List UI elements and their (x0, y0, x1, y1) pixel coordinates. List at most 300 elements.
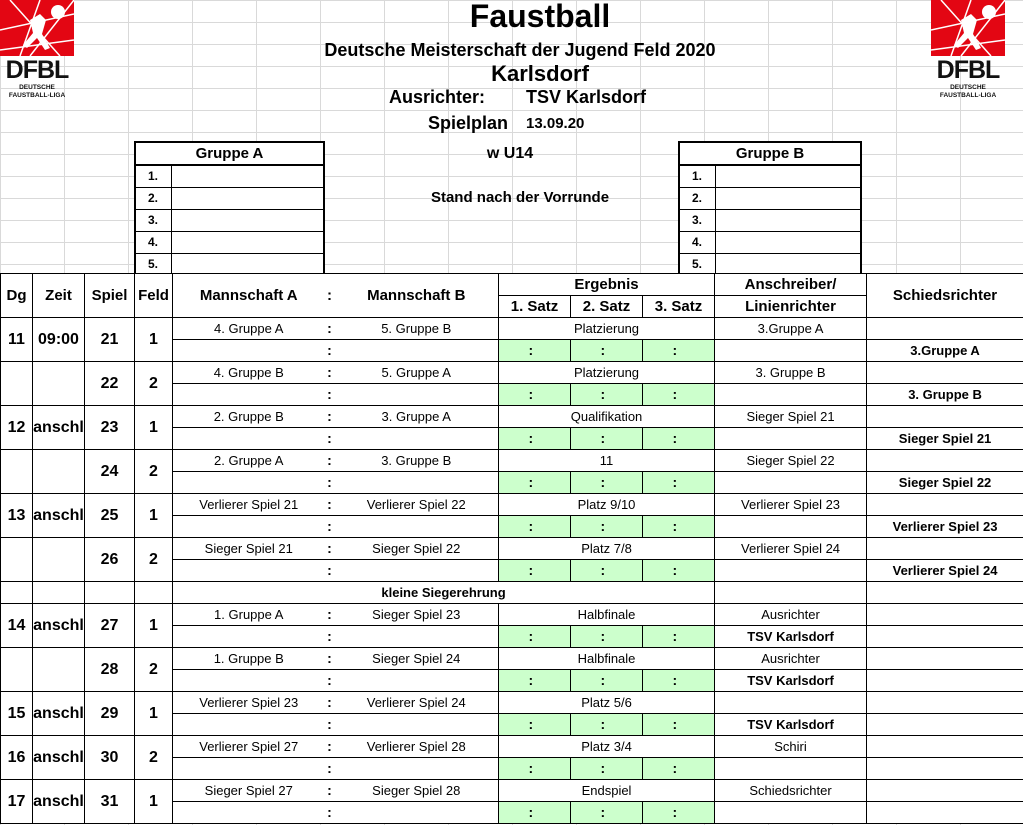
group-a-row (136, 232, 323, 254)
team-a-entry[interactable] (173, 714, 325, 736)
team-a-entry[interactable] (173, 340, 325, 362)
vs-colon: : (325, 406, 335, 428)
set-score-colon[interactable]: : (601, 516, 643, 538)
team-cell[interactable] (172, 210, 323, 231)
set-score-colon[interactable]: : (529, 340, 571, 362)
result-note: Platzierung (499, 362, 715, 384)
zeit-cell: anschl (33, 692, 85, 736)
header-satz3: 3. Satz (643, 296, 715, 318)
anschreiber-cell (715, 692, 867, 714)
rank: 4. (680, 232, 716, 253)
schedule-body (1, 318, 1023, 824)
feld-cell: 1 (135, 604, 173, 648)
vs-colon: : (325, 626, 335, 648)
spiel-cell: 28 (85, 648, 135, 692)
team-b-entry[interactable] (335, 472, 499, 494)
set-score-colon[interactable]: : (529, 714, 571, 736)
set-score-colon[interactable]: : (673, 714, 715, 736)
feld-cell: 1 (135, 318, 173, 362)
dg-cell (1, 450, 33, 494)
feld-cell: 1 (135, 780, 173, 824)
set-score-colon[interactable]: : (529, 560, 571, 582)
group-a-row (136, 188, 323, 210)
schiri-name-cell: Sieger Spiel 22 (867, 472, 1023, 494)
anschreiber-cell: Schiri (715, 736, 867, 758)
set-score-input[interactable] (499, 428, 529, 450)
team-a-entry[interactable] (173, 560, 325, 582)
group-b-row (680, 166, 860, 188)
dfbl-logo-right (931, 0, 1005, 98)
set-score-input[interactable] (643, 758, 673, 780)
set-score-input[interactable] (499, 472, 529, 494)
set-score-input[interactable] (643, 472, 673, 494)
group-b-box (678, 141, 862, 277)
header-dg: Dg (1, 274, 33, 318)
team-a-entry[interactable] (173, 428, 325, 450)
set-score-input[interactable] (571, 516, 601, 538)
zeit-cell: anschl (33, 604, 85, 648)
schiri-name-cell: Verlierer Spiel 23 (867, 516, 1023, 538)
header-satz1: 1. Satz (499, 296, 571, 318)
schiri-cell[interactable] (867, 780, 1023, 802)
team-a-entry[interactable] (173, 802, 325, 824)
set-score-colon[interactable]: : (673, 472, 715, 494)
dfbl-logo-graphic (931, 0, 1005, 56)
set-score-input[interactable] (643, 626, 673, 648)
team-a-entry[interactable] (173, 626, 325, 648)
result-note: Platzierung (499, 318, 715, 340)
result-note: Halbfinale (499, 604, 715, 626)
team-b-entry[interactable] (335, 516, 499, 538)
set-score-colon[interactable]: : (601, 802, 643, 824)
zeit-cell (33, 450, 85, 494)
set-score-colon[interactable]: : (529, 428, 571, 450)
ceremony-label: kleine Siegerehrung (173, 582, 715, 604)
team-b-entry[interactable] (335, 340, 499, 362)
team-b-cell: Verlierer Spiel 24 (335, 692, 499, 714)
set-score-input[interactable] (643, 560, 673, 582)
team-a-cell: Verlierer Spiel 23 (173, 692, 325, 714)
group-b-row (680, 232, 860, 254)
empty-cell (135, 582, 173, 604)
empty-cell (33, 582, 85, 604)
rank: 3. (136, 210, 172, 231)
anschreiber-2-cell (715, 758, 867, 780)
anschreiber-2-cell: TSV Karlsdorf (715, 714, 867, 736)
set-score-input[interactable] (643, 802, 673, 824)
header-zeit: Zeit (33, 274, 85, 318)
match-row (1, 692, 1023, 714)
category: w U14 (486, 145, 534, 162)
set-score-input[interactable] (643, 670, 673, 692)
result-note: 11 (499, 450, 715, 472)
spiel-cell: 25 (85, 494, 135, 538)
feld-cell: 2 (135, 538, 173, 582)
rank: 5. (680, 254, 716, 275)
team-a-cell: 1. Gruppe B (173, 648, 325, 670)
set-score-input[interactable] (643, 384, 673, 406)
schiri-cell[interactable] (867, 736, 1023, 758)
feld-cell: 2 (135, 362, 173, 406)
team-cell[interactable] (716, 166, 860, 187)
team-cell[interactable] (172, 188, 323, 209)
feld-cell: 2 (135, 736, 173, 780)
team-b-cell: Sieger Spiel 24 (335, 648, 499, 670)
result-note: Platz 5/6 (499, 692, 715, 714)
organizer-label: Ausrichter: (389, 87, 486, 107)
vs-colon: : (325, 516, 335, 538)
empty-cell (1, 582, 33, 604)
schiri-name-cell: 3. Gruppe B (867, 384, 1023, 406)
result-note: Qualifikation (499, 406, 715, 428)
set-score-input[interactable] (499, 516, 529, 538)
set-score-input[interactable] (571, 714, 601, 736)
zeit-cell: anschl (33, 406, 85, 450)
team-cell[interactable] (716, 232, 860, 253)
dfbl-logo-left (0, 0, 74, 98)
zeit-cell: anschl (33, 736, 85, 780)
spiel-cell: 29 (85, 692, 135, 736)
group-a-row (136, 166, 323, 188)
ceremony-row (1, 582, 1023, 604)
feld-cell: 1 (135, 692, 173, 736)
dfbl-logo-text: DFBL (936, 56, 1000, 84)
team-a-entry[interactable] (173, 758, 325, 780)
set-score-input[interactable] (499, 340, 529, 362)
match-row (1, 538, 1023, 560)
rank: 1. (680, 166, 716, 187)
team-a-cell: 4. Gruppe A (173, 318, 325, 340)
team-b-entry[interactable] (335, 428, 499, 450)
set-score-colon[interactable]: : (673, 626, 715, 648)
dg-cell: 11 (1, 318, 33, 362)
dg-cell: 13 (1, 494, 33, 538)
schiri-cell[interactable] (867, 318, 1023, 340)
dg-cell: 14 (1, 604, 33, 648)
team-b-cell: Sieger Spiel 22 (335, 538, 499, 560)
anschreiber-2-cell (715, 516, 867, 538)
vs-colon: : (325, 604, 335, 626)
set-score-input[interactable] (643, 516, 673, 538)
team-b-entry[interactable] (335, 802, 499, 824)
anschreiber-cell: Ausrichter (715, 648, 867, 670)
vs-colon: : (325, 340, 335, 362)
vs-colon: : (325, 758, 335, 780)
team-b-cell: 3. Gruppe B (335, 450, 499, 472)
set-score-colon[interactable]: : (673, 428, 715, 450)
set-score-colon[interactable]: : (601, 626, 643, 648)
match-row (1, 604, 1023, 626)
rank: 2. (136, 188, 172, 209)
dg-cell: 12 (1, 406, 33, 450)
set-score-input[interactable] (571, 428, 601, 450)
team-b-cell: 3. Gruppe A (335, 406, 499, 428)
team-a-cell: 2. Gruppe A (173, 450, 325, 472)
schiri-cell[interactable] (867, 538, 1023, 560)
set-score-colon[interactable]: : (673, 384, 715, 406)
schiri-cell[interactable] (867, 494, 1023, 516)
header-linienrichter: Linienrichter (715, 296, 867, 318)
group-a-title: Gruppe A (136, 143, 323, 166)
location: Karlsdorf (491, 61, 589, 86)
dfbl-logo-text: DFBL (5, 56, 69, 84)
set-score-input[interactable] (499, 384, 529, 406)
rank: 1. (136, 166, 172, 187)
empty-cell (867, 582, 1023, 604)
schiri-cell[interactable] (867, 692, 1023, 714)
team-a-entry[interactable] (173, 670, 325, 692)
vs-colon: : (325, 450, 335, 472)
zeit-cell (33, 538, 85, 582)
schiri-name-cell (867, 758, 1023, 780)
zeit-cell (33, 362, 85, 406)
team-a-cell: 1. Gruppe A (173, 604, 325, 626)
team-cell[interactable] (172, 166, 323, 187)
team-b-cell: Verlierer Spiel 28 (335, 736, 499, 758)
vs-colon: : (325, 538, 335, 560)
team-b-entry[interactable] (335, 670, 499, 692)
team-a-entry[interactable] (173, 384, 325, 406)
match-row (1, 362, 1023, 384)
spiel-cell: 31 (85, 780, 135, 824)
set-score-colon[interactable]: : (673, 758, 715, 780)
rank: 3. (680, 210, 716, 231)
organizer-value: TSV Karlsdorf (526, 87, 647, 107)
set-score-colon[interactable]: : (673, 670, 715, 692)
set-score-colon[interactable]: : (601, 670, 643, 692)
team-a-cell: Sieger Spiel 27 (173, 780, 325, 802)
schiri-cell[interactable] (867, 450, 1023, 472)
feld-cell: 2 (135, 648, 173, 692)
rank: 5. (136, 254, 172, 275)
set-score-input[interactable] (499, 758, 529, 780)
vs-colon: : (325, 714, 335, 736)
match-row (1, 406, 1023, 428)
schiri-name-cell (867, 714, 1023, 736)
set-score-input[interactable] (571, 626, 601, 648)
zeit-cell (33, 648, 85, 692)
team-a-entry[interactable] (173, 516, 325, 538)
set-score-input[interactable] (643, 428, 673, 450)
team-b-cell: 5. Gruppe A (335, 362, 499, 384)
team-b-cell: Sieger Spiel 23 (335, 604, 499, 626)
schiri-cell[interactable] (867, 362, 1023, 384)
spiel-cell: 30 (85, 736, 135, 780)
anschreiber-cell: Sieger Spiel 22 (715, 450, 867, 472)
team-cell[interactable] (716, 210, 860, 231)
vs-colon: : (325, 560, 335, 582)
empty-cell (715, 582, 867, 604)
feld-cell: 1 (135, 494, 173, 538)
team-a-entry[interactable] (173, 472, 325, 494)
header-ergebnis: Ergebnis (499, 274, 715, 296)
schiri-name-cell: Sieger Spiel 21 (867, 428, 1023, 450)
plan-date: 13.09.20 (526, 115, 585, 132)
team-b-entry[interactable] (335, 626, 499, 648)
zeit-cell: anschl (33, 494, 85, 538)
group-b-title: Gruppe B (680, 143, 860, 166)
set-score-input[interactable] (571, 340, 601, 362)
schiri-name-cell (867, 626, 1023, 648)
plan-label: Spielplan (428, 113, 509, 133)
match-row (1, 736, 1023, 758)
set-score-input[interactable] (571, 472, 601, 494)
team-a-cell: 2. Gruppe B (173, 406, 325, 428)
spiel-cell: 27 (85, 604, 135, 648)
anschreiber-cell: Verlierer Spiel 24 (715, 538, 867, 560)
set-score-input[interactable] (571, 758, 601, 780)
dg-cell: 16 (1, 736, 33, 780)
set-score-input[interactable] (643, 714, 673, 736)
schiri-name-cell (867, 802, 1023, 824)
set-score-input[interactable] (499, 560, 529, 582)
set-score-colon[interactable]: : (529, 670, 571, 692)
schedule-table (0, 273, 1023, 824)
team-a-cell: 4. Gruppe B (173, 362, 325, 384)
anschreiber-cell: Schiedsrichter (715, 780, 867, 802)
vs-colon: : (325, 384, 335, 406)
spiel-cell: 24 (85, 450, 135, 494)
team-cell[interactable] (172, 254, 323, 275)
vs-colon: : (325, 692, 335, 714)
spiel-cell: 23 (85, 406, 135, 450)
anschreiber-2-cell (715, 802, 867, 824)
set-score-input[interactable] (499, 670, 529, 692)
team-b-cell: 5. Gruppe B (335, 318, 499, 340)
status-note: Stand nach der Vorrunde (430, 189, 610, 206)
team-a-cell: Verlierer Spiel 21 (173, 494, 325, 516)
anschreiber-cell: 3.Gruppe A (715, 318, 867, 340)
set-score-colon[interactable]: : (529, 472, 571, 494)
header-feld: Feld (135, 274, 173, 318)
team-b-entry[interactable] (335, 560, 499, 582)
anschreiber-cell: 3. Gruppe B (715, 362, 867, 384)
team-b-cell: Sieger Spiel 28 (335, 780, 499, 802)
schiri-cell[interactable] (867, 648, 1023, 670)
set-score-input[interactable] (499, 802, 529, 824)
vs-colon: : (325, 362, 335, 384)
group-b-row (680, 254, 860, 275)
set-score-input[interactable] (571, 560, 601, 582)
team-a-cell: Verlierer Spiel 27 (173, 736, 325, 758)
match-row (1, 318, 1023, 340)
set-score-colon[interactable]: : (673, 516, 715, 538)
result-note: Halbfinale (499, 648, 715, 670)
rank: 4. (136, 232, 172, 253)
header-schiri: Schiedsrichter (867, 274, 1023, 318)
anschreiber-cell: Verlierer Spiel 23 (715, 494, 867, 516)
set-score-colon[interactable]: : (529, 384, 571, 406)
set-score-colon[interactable]: : (529, 758, 571, 780)
group-a-row (136, 210, 323, 232)
team-cell[interactable] (172, 232, 323, 253)
team-b-entry[interactable] (335, 714, 499, 736)
set-score-input[interactable] (643, 340, 673, 362)
empty-cell (85, 582, 135, 604)
schiri-name-cell (867, 670, 1023, 692)
header-anschreiber: Anschreiber/ (715, 274, 867, 296)
vs-colon: : (325, 494, 335, 516)
header-spiel: Spiel (85, 274, 135, 318)
schiri-cell[interactable] (867, 406, 1023, 428)
header-team-a: Mannschaft A (173, 274, 325, 318)
anschreiber-2-cell (715, 472, 867, 494)
group-a-row (136, 254, 323, 275)
set-score-input[interactable] (499, 714, 529, 736)
set-score-colon[interactable]: : (601, 340, 643, 362)
schiri-cell[interactable] (867, 604, 1023, 626)
dfbl-logo-subtext: DEUTSCHE FAUSTBALL-LIGA (939, 84, 997, 99)
set-score-colon[interactable]: : (601, 758, 643, 780)
set-score-colon[interactable]: : (529, 626, 571, 648)
match-row (1, 780, 1023, 802)
vs-colon: : (325, 736, 335, 758)
set-score-colon[interactable]: : (673, 560, 715, 582)
anschreiber-2-cell: TSV Karlsdorf (715, 670, 867, 692)
schiri-name-cell: Verlierer Spiel 24 (867, 560, 1023, 582)
set-score-colon[interactable]: : (529, 516, 571, 538)
feld-cell: 1 (135, 406, 173, 450)
spiel-cell: 21 (85, 318, 135, 362)
result-note: Platz 3/4 (499, 736, 715, 758)
anschreiber-2-cell (715, 384, 867, 406)
dg-cell (1, 538, 33, 582)
dg-cell (1, 648, 33, 692)
set-score-colon[interactable]: : (601, 472, 643, 494)
group-b-row (680, 210, 860, 232)
header-colon: : (325, 274, 335, 318)
set-score-colon[interactable]: : (601, 714, 643, 736)
set-score-input[interactable] (499, 626, 529, 648)
team-a-cell: Sieger Spiel 21 (173, 538, 325, 560)
page-subtitle: Deutsche Meisterschaft der Jugend Feld 2020 (324, 40, 716, 60)
dg-cell: 17 (1, 780, 33, 824)
team-b-entry[interactable] (335, 758, 499, 780)
team-b-entry[interactable] (335, 384, 499, 406)
anschreiber-2-cell: TSV Karlsdorf (715, 626, 867, 648)
match-row (1, 648, 1023, 670)
vs-colon: : (325, 472, 335, 494)
zeit-cell: anschl (33, 780, 85, 824)
vs-colon: : (325, 802, 335, 824)
spiel-cell: 22 (85, 362, 135, 406)
zeit-cell: 09:00 (33, 318, 85, 362)
set-score-input[interactable] (571, 384, 601, 406)
dg-cell: 15 (1, 692, 33, 736)
match-row (1, 450, 1023, 472)
team-cell[interactable] (716, 254, 860, 275)
anschreiber-cell: Ausrichter (715, 604, 867, 626)
page-title: Faustball (469, 0, 611, 34)
set-score-colon[interactable]: : (601, 560, 643, 582)
result-note: Endspiel (499, 780, 715, 802)
set-score-input[interactable] (571, 802, 601, 824)
team-cell[interactable] (716, 188, 860, 209)
vs-colon: : (325, 670, 335, 692)
set-score-colon[interactable]: : (673, 802, 715, 824)
set-score-colon[interactable]: : (673, 340, 715, 362)
set-score-colon[interactable]: : (601, 428, 643, 450)
vs-colon: : (325, 428, 335, 450)
header-satz2: 2. Satz (571, 296, 643, 318)
set-score-input[interactable] (571, 670, 601, 692)
group-b-row (680, 188, 860, 210)
set-score-colon[interactable]: : (601, 384, 643, 406)
dg-cell (1, 362, 33, 406)
set-score-colon[interactable]: : (529, 802, 571, 824)
spiel-cell: 26 (85, 538, 135, 582)
dfbl-logo-graphic (0, 0, 74, 56)
